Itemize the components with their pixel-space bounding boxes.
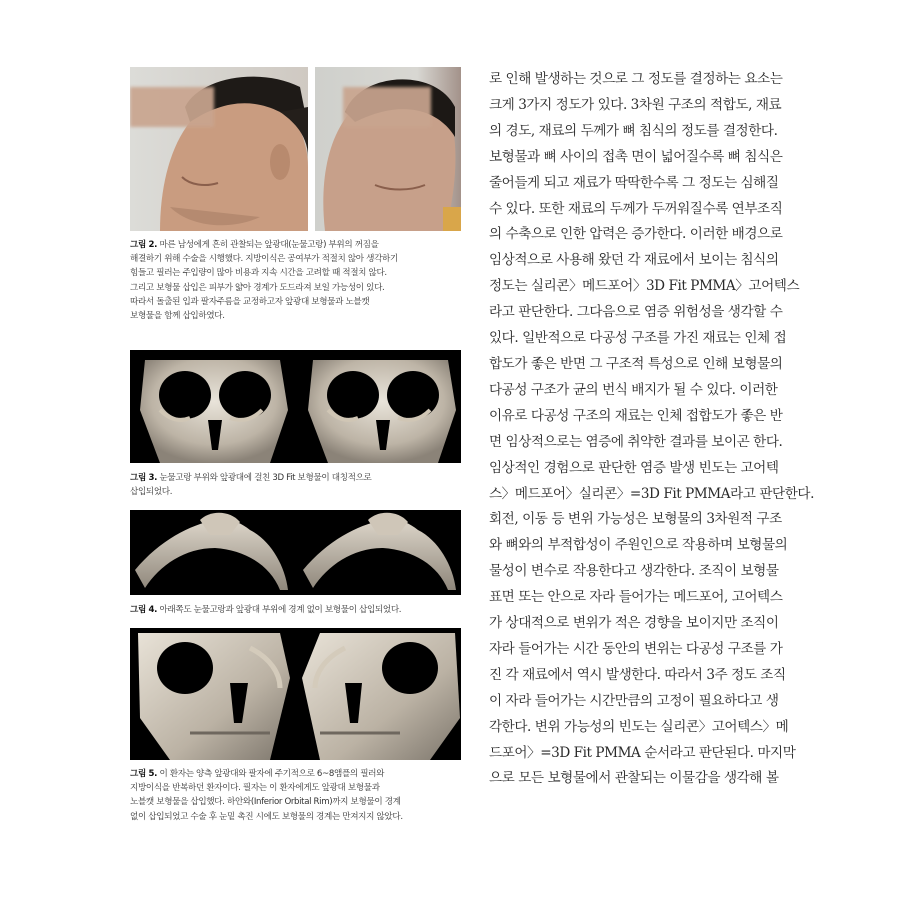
body-line: 줄어들게 되고 재료가 딱딱한수록 그 정도는 심해질 — [489, 174, 779, 191]
fig2-photo-after — [315, 67, 461, 231]
body-line: 로 인해 발생하는 것으로 그 정도를 결정하는 요소는 — [489, 71, 783, 87]
fig4-label: 그림 4. — [130, 605, 158, 615]
body-line: 자라 들어가는 시간 동안의 변위는 다공성 구조를 가 — [489, 640, 783, 657]
body-line: 다공성 구조가 균의 번식 배지가 될 수 있다. 이러한 — [489, 381, 778, 398]
body-line: 정도는 실리콘〉메드포어〉3D Fit PMMA〉고어텍스 — [489, 278, 800, 295]
caption-line: 삽입되었다. — [130, 487, 173, 498]
caption-line: 그리고 보형물 삽입은 피부가 얇아 경계가 도드라져 보일 가능성이 있다. — [130, 282, 385, 293]
body-line: 물성이 변수로 작용한다고 생각한다. 조직이 보형물 — [489, 563, 779, 580]
fig4-image — [130, 510, 461, 595]
caption-line: 눈물고랑 부위와 앞광대에 걸친 3D Fit 보형물이 대칭적으로 — [159, 473, 372, 483]
fig5-image — [130, 628, 461, 760]
body-line: 이유로 다공성 구조의 재료는 인체 접합도가 좋은 반 — [489, 407, 783, 424]
caption-line: 따라서 돌출된 입과 팔자주름을 교정하고자 앞광대 보형물과 노블캣 — [130, 296, 370, 307]
body-line: 있다. 일반적으로 다공성 구조를 가진 재료는 인체 접 — [489, 330, 787, 347]
caption-line: 보형물을 함께 삽입하였다. — [130, 311, 225, 322]
caption-line: 노블캣 보형물을 삽입했다. 하안와(Inferior Orbital Rim)까지 보형물이 경계 — [130, 797, 401, 808]
body-line: 드포어〉=3D Fit PMMA 순서라고 판단된다. 마지막 — [489, 744, 796, 761]
fig5-label: 그림 5. — [130, 769, 158, 779]
fig4-caption — [130, 603, 465, 617]
caption-line: 아래쪽도 눈물고랑과 앞광대 부위에 경계 없이 보형물이 삽입되었다. — [159, 605, 402, 615]
body-line: 합도가 좋은 반면 그 구조적 특성으로 인해 보형물의 — [489, 355, 783, 372]
body-line: 의 경도, 재료의 두께가 뼈 침식의 정도를 결정한다. — [489, 122, 778, 139]
fig2-photo-before — [130, 67, 308, 231]
body-line: 표면 또는 안으로 자라 들어가는 메드포어, 고어텍스 — [489, 589, 783, 606]
caption-line: 이 환자는 양측 앞광대와 팔자에 주기적으로 6~8앰플의 필러와 — [159, 769, 385, 779]
fig3-image — [130, 350, 461, 463]
body-line: 라고 판단한다. 그다음으로 염증 위험성을 생각할 수 — [489, 304, 783, 321]
body-text-column — [489, 67, 825, 792]
fig3-label: 그림 3. — [130, 473, 158, 483]
body-line: 면 임상적으로는 염증에 취약한 결과를 보이곤 한다. — [489, 433, 783, 450]
body-line: 와 뼈와의 부적합성이 주원인으로 작용하며 보형물의 — [489, 537, 788, 554]
body-line: 의 수축으로 인한 압력은 증가한다. 이러한 배경으로 — [489, 226, 783, 243]
body-line: 진 각 재료에서 역시 발생한다. 따라서 3주 정도 조직 — [489, 666, 786, 683]
caption-line: 마른 남성에게 흔히 관찰되는 앞광대(눈물고랑) 부위의 꺼짐을 — [159, 240, 379, 250]
caption-line: 지방이식을 반복하던 환자이다. 필자는 이 환자에게도 앞광대 보형물과 — [130, 783, 380, 794]
body-line: 수 있다. 또한 재료의 두께가 두꺼워질수록 연부조직 — [489, 200, 783, 217]
body-line: 으로 모든 보형물에서 관찰되는 이물감을 생각해 볼 — [489, 770, 779, 787]
body-line: 각한다. 변위 가능성의 빈도는 실리콘〉고어텍스〉메 — [489, 718, 789, 735]
body-line: 크게 3가지 정도가 있다. 3차원 구조의 적합도, 재료 — [489, 96, 782, 113]
fig3-caption — [130, 471, 465, 499]
body-line: 보형물과 뼈 사이의 접촉 면이 넓어질수록 뼈 침식은 — [489, 148, 783, 165]
body-line: 회전, 이동 등 변위 가능성은 보형물의 3차원적 구조 — [489, 511, 782, 528]
caption-line: 힘들고 필러는 주입량이 많아 비용과 지속 시간을 고려할 때 적절치 않다. — [130, 268, 387, 279]
fig2-label: 그림 2. — [130, 240, 158, 250]
caption-line: 해결하기 위해 수술을 시행했다. 지방이식은 공여부가 적절치 않아 생각하기 — [130, 254, 398, 265]
body-line: 가 상대적으로 변위가 적은 경향을 보이지만 조직이 — [489, 615, 779, 632]
body-line: 임상적으로 사용해 왔던 각 재료에서 보이는 침식의 — [489, 252, 779, 269]
caption-line: 없이 삽입되었고 수술 후 눈밑 촉진 시에도 보형물의 경계는 만져지지 않았다. — [130, 811, 403, 822]
body-line: 임상적인 경험으로 판단한 염증 발생 빈도는 고어텍 — [489, 459, 779, 476]
fig2-caption — [130, 238, 465, 323]
face-blur — [130, 87, 214, 127]
face-blur — [343, 87, 431, 127]
body-line: 스〉메드포어〉실리콘〉=3D Fit PMMA라고 판단한다. — [489, 485, 814, 502]
fig5-caption — [130, 767, 465, 824]
body-line: 이 자라 들어가는 시간만큼의 고정이 필요하다고 생 — [489, 692, 779, 709]
